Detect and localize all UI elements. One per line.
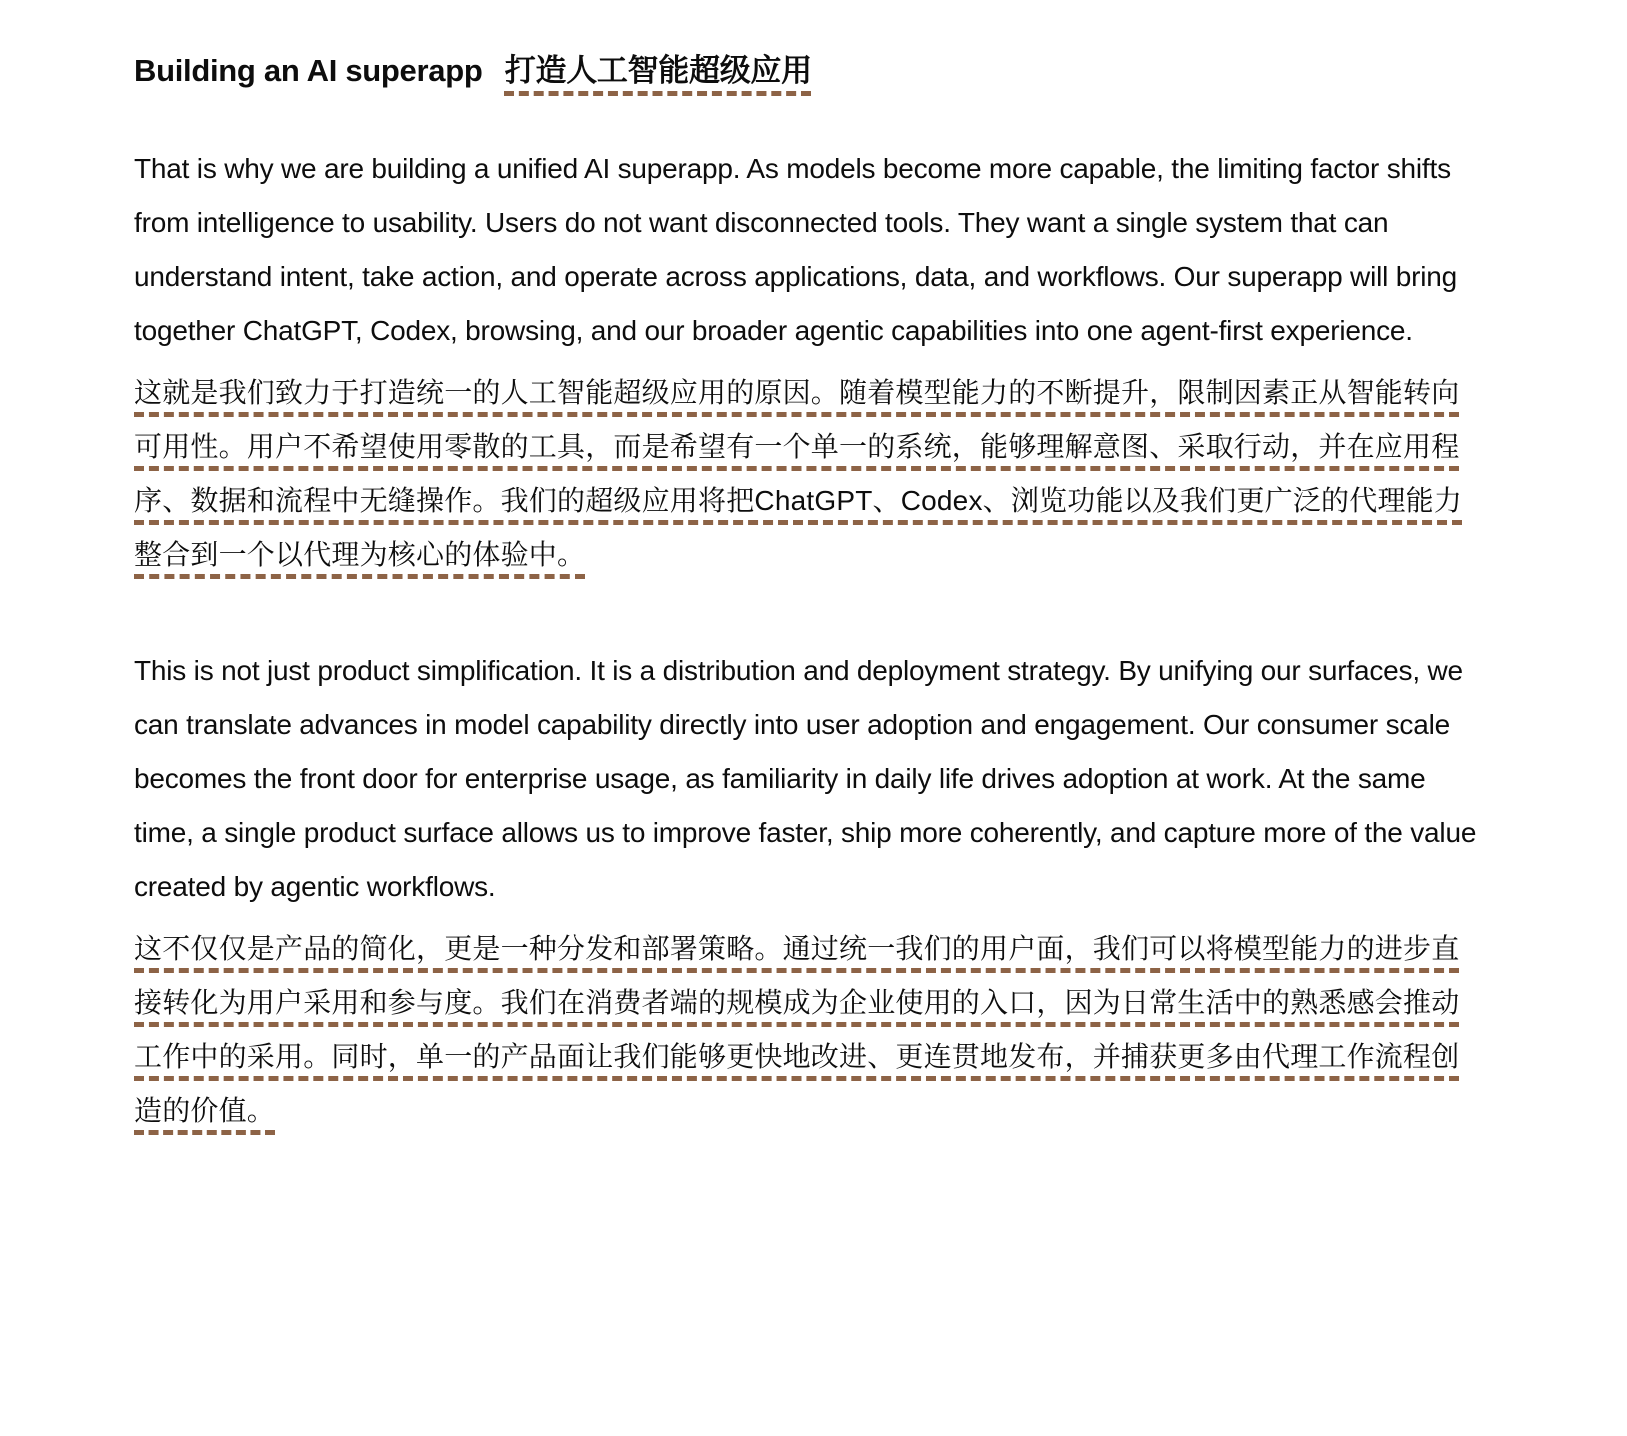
- english-paragraph: That is why we are building a unified AI superapp. As models become more capable, the limiting factor shifts from intelligence to usability. Users do not want disconnected tools. They want a single system that can understand intent, take action, and operate across applications, data, and workflows. Our superapp will bring together ChatGPT, Codex, browsing, and our broader agentic capabilities into one agent-first experience.: [134, 153, 1457, 346]
- english-paragraph: This is not just product simplification. It is a distribution and deployment strategy. By unifying our surfaces, we can translate advances in model capability directly into user adoption and engagement. Our consumer scale becomes the front door for enterprise usage, as familiarity in daily life drives adoption at work. At the same time, a single product surface allows us to improve faster, ship more coherently, and capture more of the value created by agentic workflows.: [134, 655, 1477, 902]
- chinese-translation-paragraph: [134, 922, 1486, 1138]
- chinese-translation-paragraph: [134, 366, 1486, 582]
- translation-text: 这不仅仅是产品的简化，更是一种分发和部署策略。通过统一我们的用户面，我们可以将模型能力的进步直接转化为用户采用和参与度。我们在消费者端的规模成为企业使用的入口，因为日常生活中的熟悉感会推动工作中的采用。同时，单一的产品面让我们能够更快地改进、更连贯地发布，并捕获更多由代理工作流程创造的价值。: [134, 933, 1460, 1126]
- heading-english-text: Building an AI superapp: [134, 53, 483, 88]
- page-title: [134, 50, 1487, 92]
- paragraph-block-2: [134, 644, 1487, 1138]
- heading-chinese-translation: 打造人工智能超级应用: [504, 53, 812, 88]
- paragraph-block-1: [134, 142, 1487, 582]
- translation-text: 这就是我们致力于打造统一的人工智能超级应用的原因。随着模型能力的不断提升，限制因素正从智能转向可用性。用户不希望使用零散的工具，而是希望有一个单一的系统，能够理解意图、采取行动，并在应用程序、数据和流程中无缝操作。我们的超级应用将把ChatGPT、Codex、浏览功能以及我们更广泛的代理能力整合到一个以代理为核心的体验中。: [134, 377, 1463, 570]
